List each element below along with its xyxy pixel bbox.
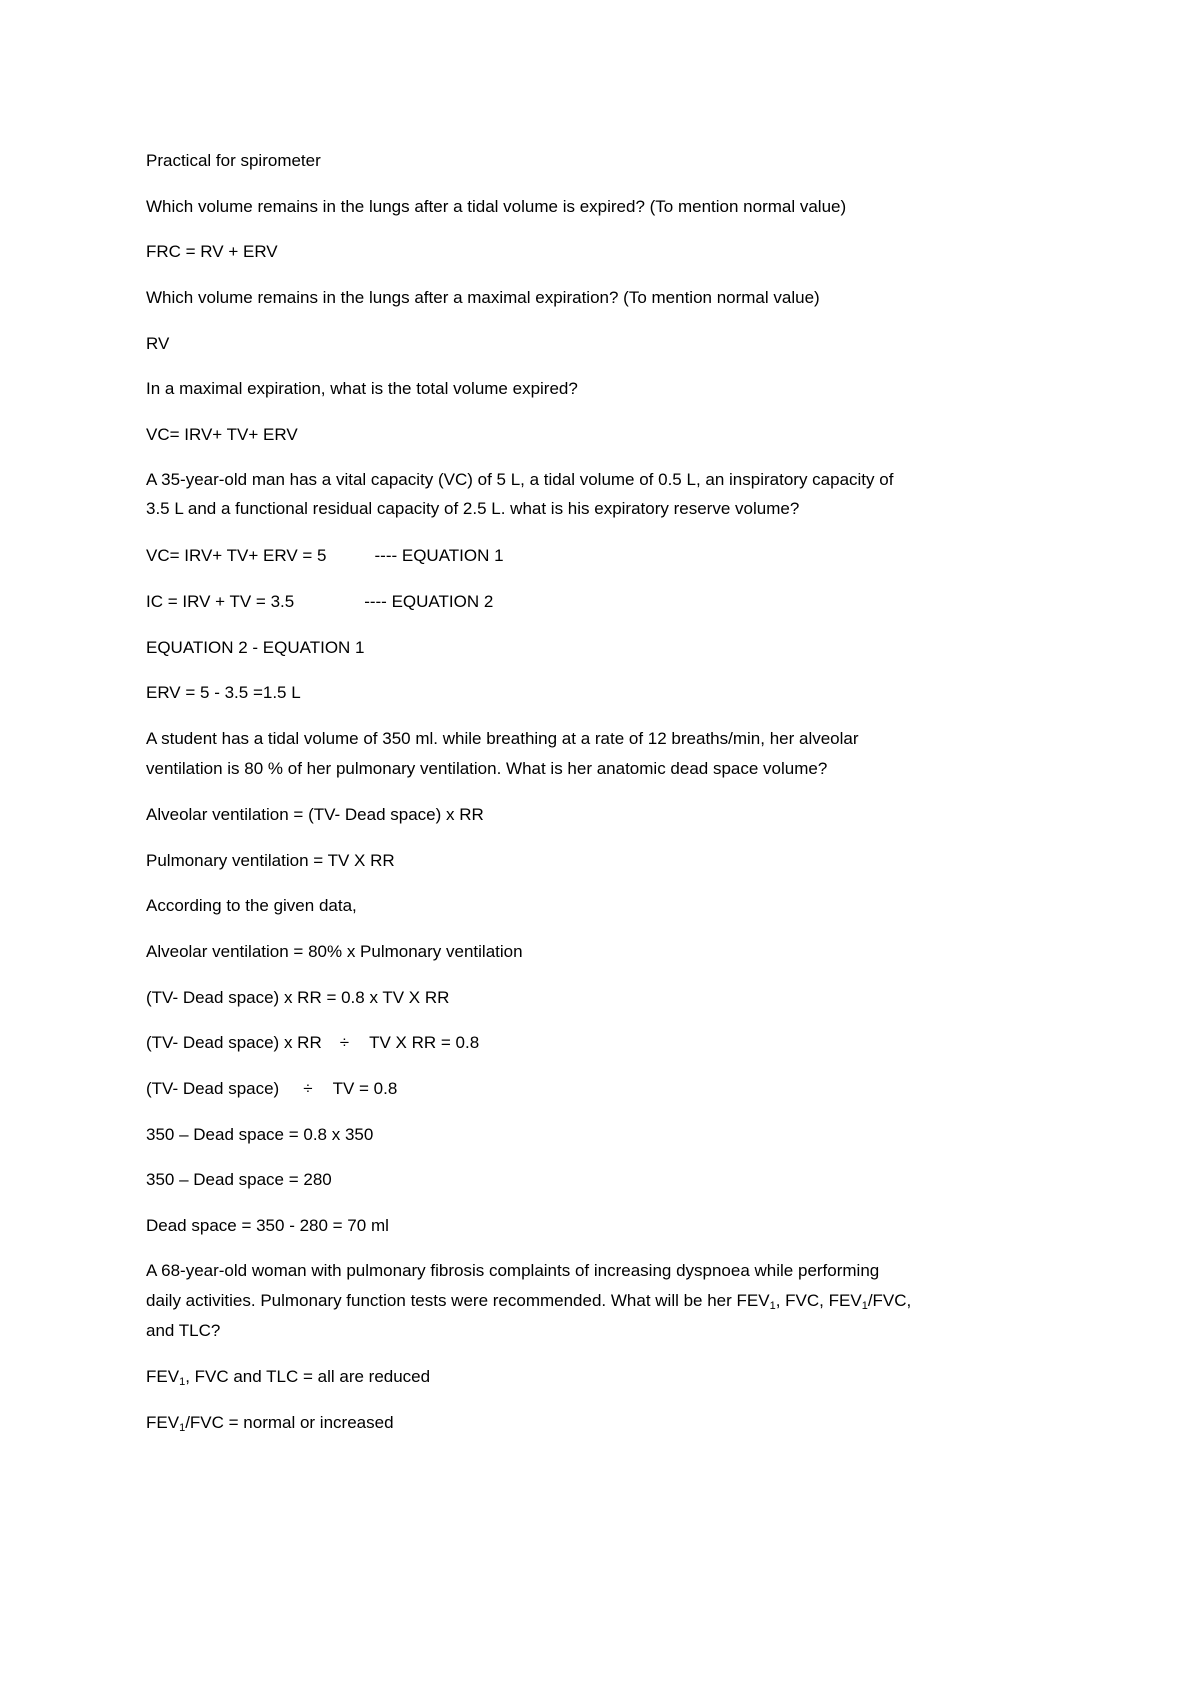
step-8: 350 – Dead space = 0.8 x 350 [146, 1125, 374, 1144]
subscript: 1 [861, 1300, 868, 1312]
question-2: Which volume remains in the lungs after a maximal expiration? (To mention normal value) [146, 288, 820, 307]
answer-6-line-1-post: , FVC and TLC = all are reduced [185, 1367, 431, 1386]
step-6-divide-sign: ÷ [339, 1033, 350, 1052]
step-6 [146, 1033, 479, 1052]
answer-6-line-2 [146, 1413, 394, 1432]
step-6-left: (TV- Dead space) x RR [146, 1033, 322, 1052]
answer-1: FRC = RV + ERV [146, 242, 278, 261]
step-7-divide-sign: ÷ [303, 1079, 313, 1098]
answer-6-line-2-post: /FVC = normal or increased [185, 1413, 394, 1432]
equation-2 [146, 592, 493, 611]
equation-1 [146, 546, 504, 565]
step-4: Alveolar ventilation = 80% x Pulmonary ventilation [146, 942, 523, 961]
step-2: Pulmonary ventilation = TV X RR [146, 851, 395, 870]
subscript: 1 [769, 1300, 776, 1312]
question-6-line-2-part-a: daily activities. Pulmonary function tests were recommended. What will be her FEV [146, 1291, 770, 1310]
equation-1-expression: VC= IRV+ TV+ ERV = 5 [146, 546, 327, 565]
question-1: Which volume remains in the lungs after a tidal volume is expired? (To mention normal value) [146, 197, 847, 216]
equation-2-label: ---- EQUATION 2 [364, 592, 494, 611]
equation-1-label: ---- EQUATION 1 [374, 546, 504, 565]
step-6-right: TV X RR = 0.8 [369, 1033, 480, 1052]
question-6-line-2-part-b: , FVC, FEV [775, 1291, 862, 1310]
step-5: (TV- Dead space) x RR = 0.8 x TV X RR [146, 988, 450, 1007]
question-6-line-2 [146, 1291, 911, 1310]
step-7-right: TV = 0.8 [332, 1079, 398, 1098]
question-6-line-2-part-c: /FVC, [867, 1291, 912, 1310]
step-1: Alveolar ventilation = (TV- Dead space) x RR [146, 805, 484, 824]
equation-2-expression: IC = IRV + TV = 3.5 [146, 592, 295, 611]
step-7-left: (TV- Dead space) [146, 1079, 280, 1098]
step-3: According to the given data, [146, 896, 357, 915]
answer-6-line-1-pre: FEV [146, 1367, 180, 1386]
question-6-line-3: and TLC? [146, 1321, 221, 1340]
question-4-line-2: 3.5 L and a functional residual capacity of 2.5 L. what is his expiratory reserve volume? [146, 499, 800, 518]
subscript: 1 [179, 1376, 186, 1388]
answer-6-line-2-pre: FEV [146, 1413, 180, 1432]
step-9: 350 – Dead space = 280 [146, 1170, 332, 1189]
question-5-line-2: ventilation is 80 % of her pulmonary ventilation. What is her anatomic dead space volume? [146, 759, 828, 778]
answer-6-line-1 [146, 1367, 430, 1386]
question-3: In a maximal expiration, what is the total volume expired? [146, 379, 578, 398]
answer-3: VC= IRV+ TV+ ERV [146, 425, 298, 444]
subscript: 1 [179, 1422, 186, 1434]
question-6-line-1: A 68-year-old woman with pulmonary fibrosis complaints of increasing dyspnoea while performing [146, 1261, 880, 1280]
answer-4: ERV = 5 - 3.5 =1.5 L [146, 683, 301, 702]
step-7 [146, 1079, 397, 1098]
equation-difference: EQUATION 2 - EQUATION 1 [146, 638, 365, 657]
question-4-line-1: A 35-year-old man has a vital capacity (VC) of 5 L, a tidal volume of 0.5 L, an inspiratory capacity of [146, 470, 894, 489]
step-10: Dead space = 350 - 280 = 70 ml [146, 1216, 389, 1235]
answer-2: RV [146, 334, 170, 353]
document-title: Practical for spirometer [146, 151, 321, 170]
question-5-line-1: A student has a tidal volume of 350 ml. while breathing at a rate of 12 breaths/min, her alveolar [146, 729, 859, 748]
